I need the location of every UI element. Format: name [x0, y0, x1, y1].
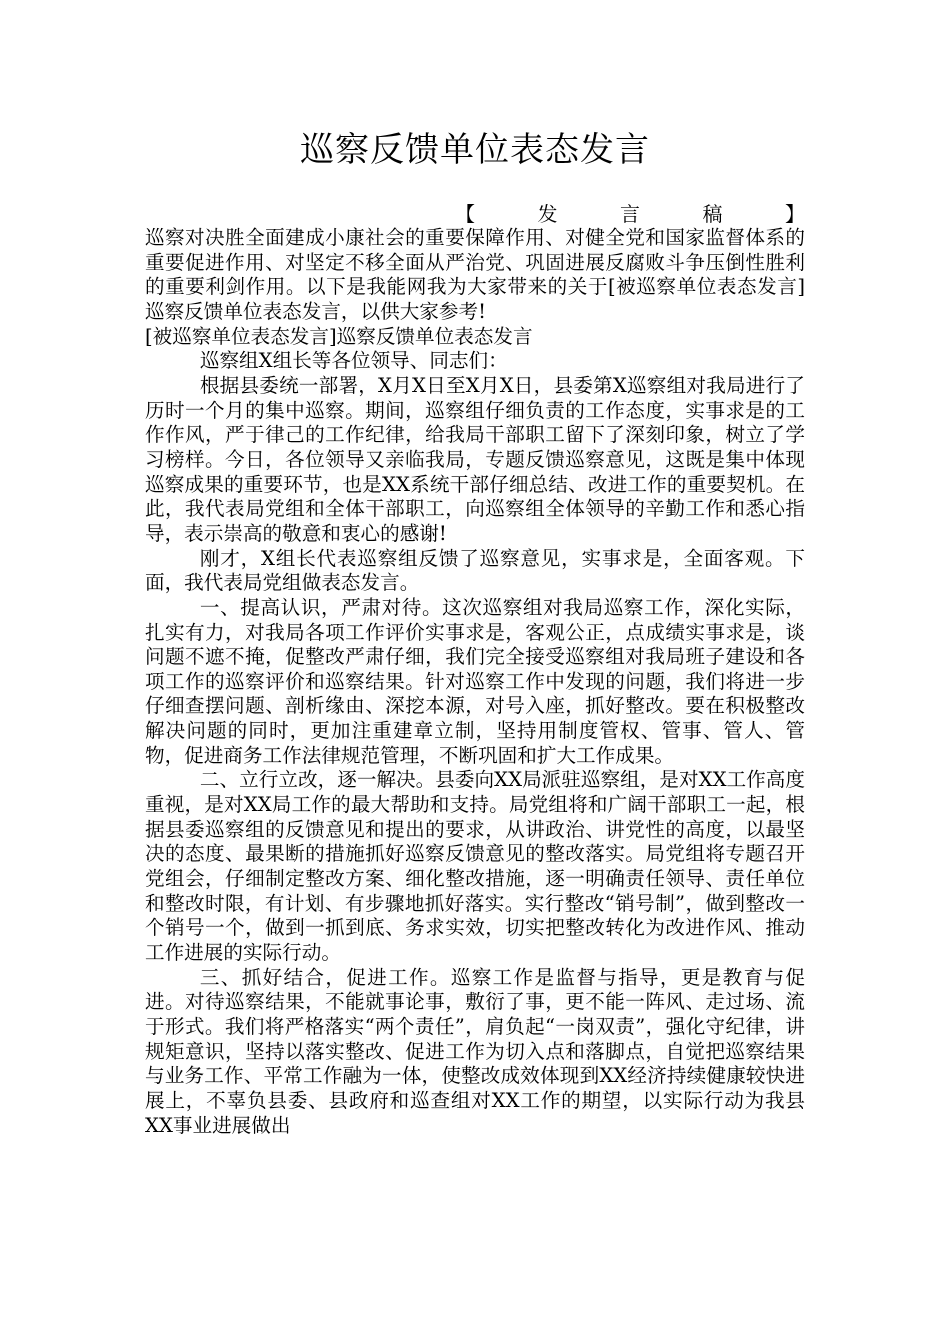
category-open-bracket: 【	[455, 202, 475, 226]
salutation-paragraph: 巡察组X组长等各位领导、同志们：	[199, 349, 508, 373]
section-one-paragraph: 一、提高认识，严肃对待。这次巡察组对我局巡察工作，深化实际，扎实有力，对我局各项工作评价实事求是，客观公正，点成绩实事求是，谈问题不遮不掩，促整改严肃仔细，我们完全接受巡察组对我局班子建设和各项工作的巡察评价和巡察结果。针对巡察工作中发现的问题，我们将进一步仔细查摆问题、剖析缘由、深挖本源，对号入座，抓好整改。要在积极整改解决问题的同时，更加注重建章立制，坚持用制度管权、管事、管人、管物，促进商务工作法律规范管理，不断巩固和扩大工作成果。	[145, 595, 805, 767]
section-three-paragraph: 三、抓好结合，促进工作。巡察工作是监督与指导，更是教育与促进。对待巡察结果，不能就事论事，敷衍了事，更不能一阵风、走过场、流于形式。我们将严格落实“两个责任”，肩负起“一岗双责”，强化守纪律，讲规矩意识，坚持以落实整改、促进工作为切入点和落脚点，自觉把巡察结果与业务工作、平常工作融为一体，使整改成效体现到XX经济持续健康较快进展上，不辜负县委、县政府和巡查组对XX工作的期望，以实际行动为我县XX事业进展做出	[145, 965, 805, 1137]
intro-paragraph: 巡察对决胜全面建成小康社会的重要保障作用、对健全党和国家监督体系的重要促进作用、对坚定不移全面从严治党、巩固进展反腐败斗争压倒性胜利的重要利剑作用。以下是我能网我为大家带来的关于[被巡察单位表态发言]巡察反馈单位表态发言，以供大家参考!	[145, 226, 805, 323]
category-close-bracket: 】	[785, 202, 805, 226]
document-body	[145, 226, 805, 1138]
subtitle-paragraph: [被巡察单位表态发言]巡察反馈单位表态发言	[145, 324, 533, 348]
body-paragraph: 根据县委统一部署，X月X日至X月X日，县委第X巡察组对我局进行了历时一个月的集中巡察。期间，巡察组仔细负责的工作态度，实事求是的工作作风，严于律己的工作纪律，给我局干部职工留下了深刻印象，树立了学习榜样。今日，各位领导又亲临我局，专题反馈巡察意见，这既是集中体现巡察成果的重要环节，也是XX系统干部仔细总结、改进工作的重要契机。在此，我代表局党组和全体干部职工，向巡察组全体领导的辛勤工作和悉心指导，表示崇高的敬意和衷心的感谢!	[145, 373, 805, 545]
category-char-3: 稿	[702, 202, 723, 226]
body-paragraph: 刚才，X组长代表巡察组反馈了巡察意见，实事求是，全面客观。下面，我代表局党组做表态发言。	[145, 546, 805, 595]
category-char-1: 发	[537, 202, 558, 226]
document-category-tag	[455, 202, 805, 226]
section-two-paragraph: 二、立行立改，逐一解决。县委向XX局派驻巡察组，是对XX工作高度重视，是对XX局工作的最大帮助和支持。局党组将和广阔干部职工一起，根据县委巡察组的反馈意见和提出的要求，从讲政治、讲党性的高度，以最坚决的态度、最果断的措施抓好巡察反馈意见的整改落实。局党组将专题召开党组会，仔细制定整改方案、细化整改措施，逐一明确责任领导、责任单位和整改时限，有计划、有步骤地抓好落实。实行整改“销号制”，做到整改一个销号一个，做到一抓到底、务求实效，切实把整改转化为改进作风、推动工作进展的实际行动。	[145, 768, 805, 965]
document-title: 巡察反馈单位表态发言	[300, 130, 650, 170]
category-char-2: 言	[620, 202, 640, 226]
